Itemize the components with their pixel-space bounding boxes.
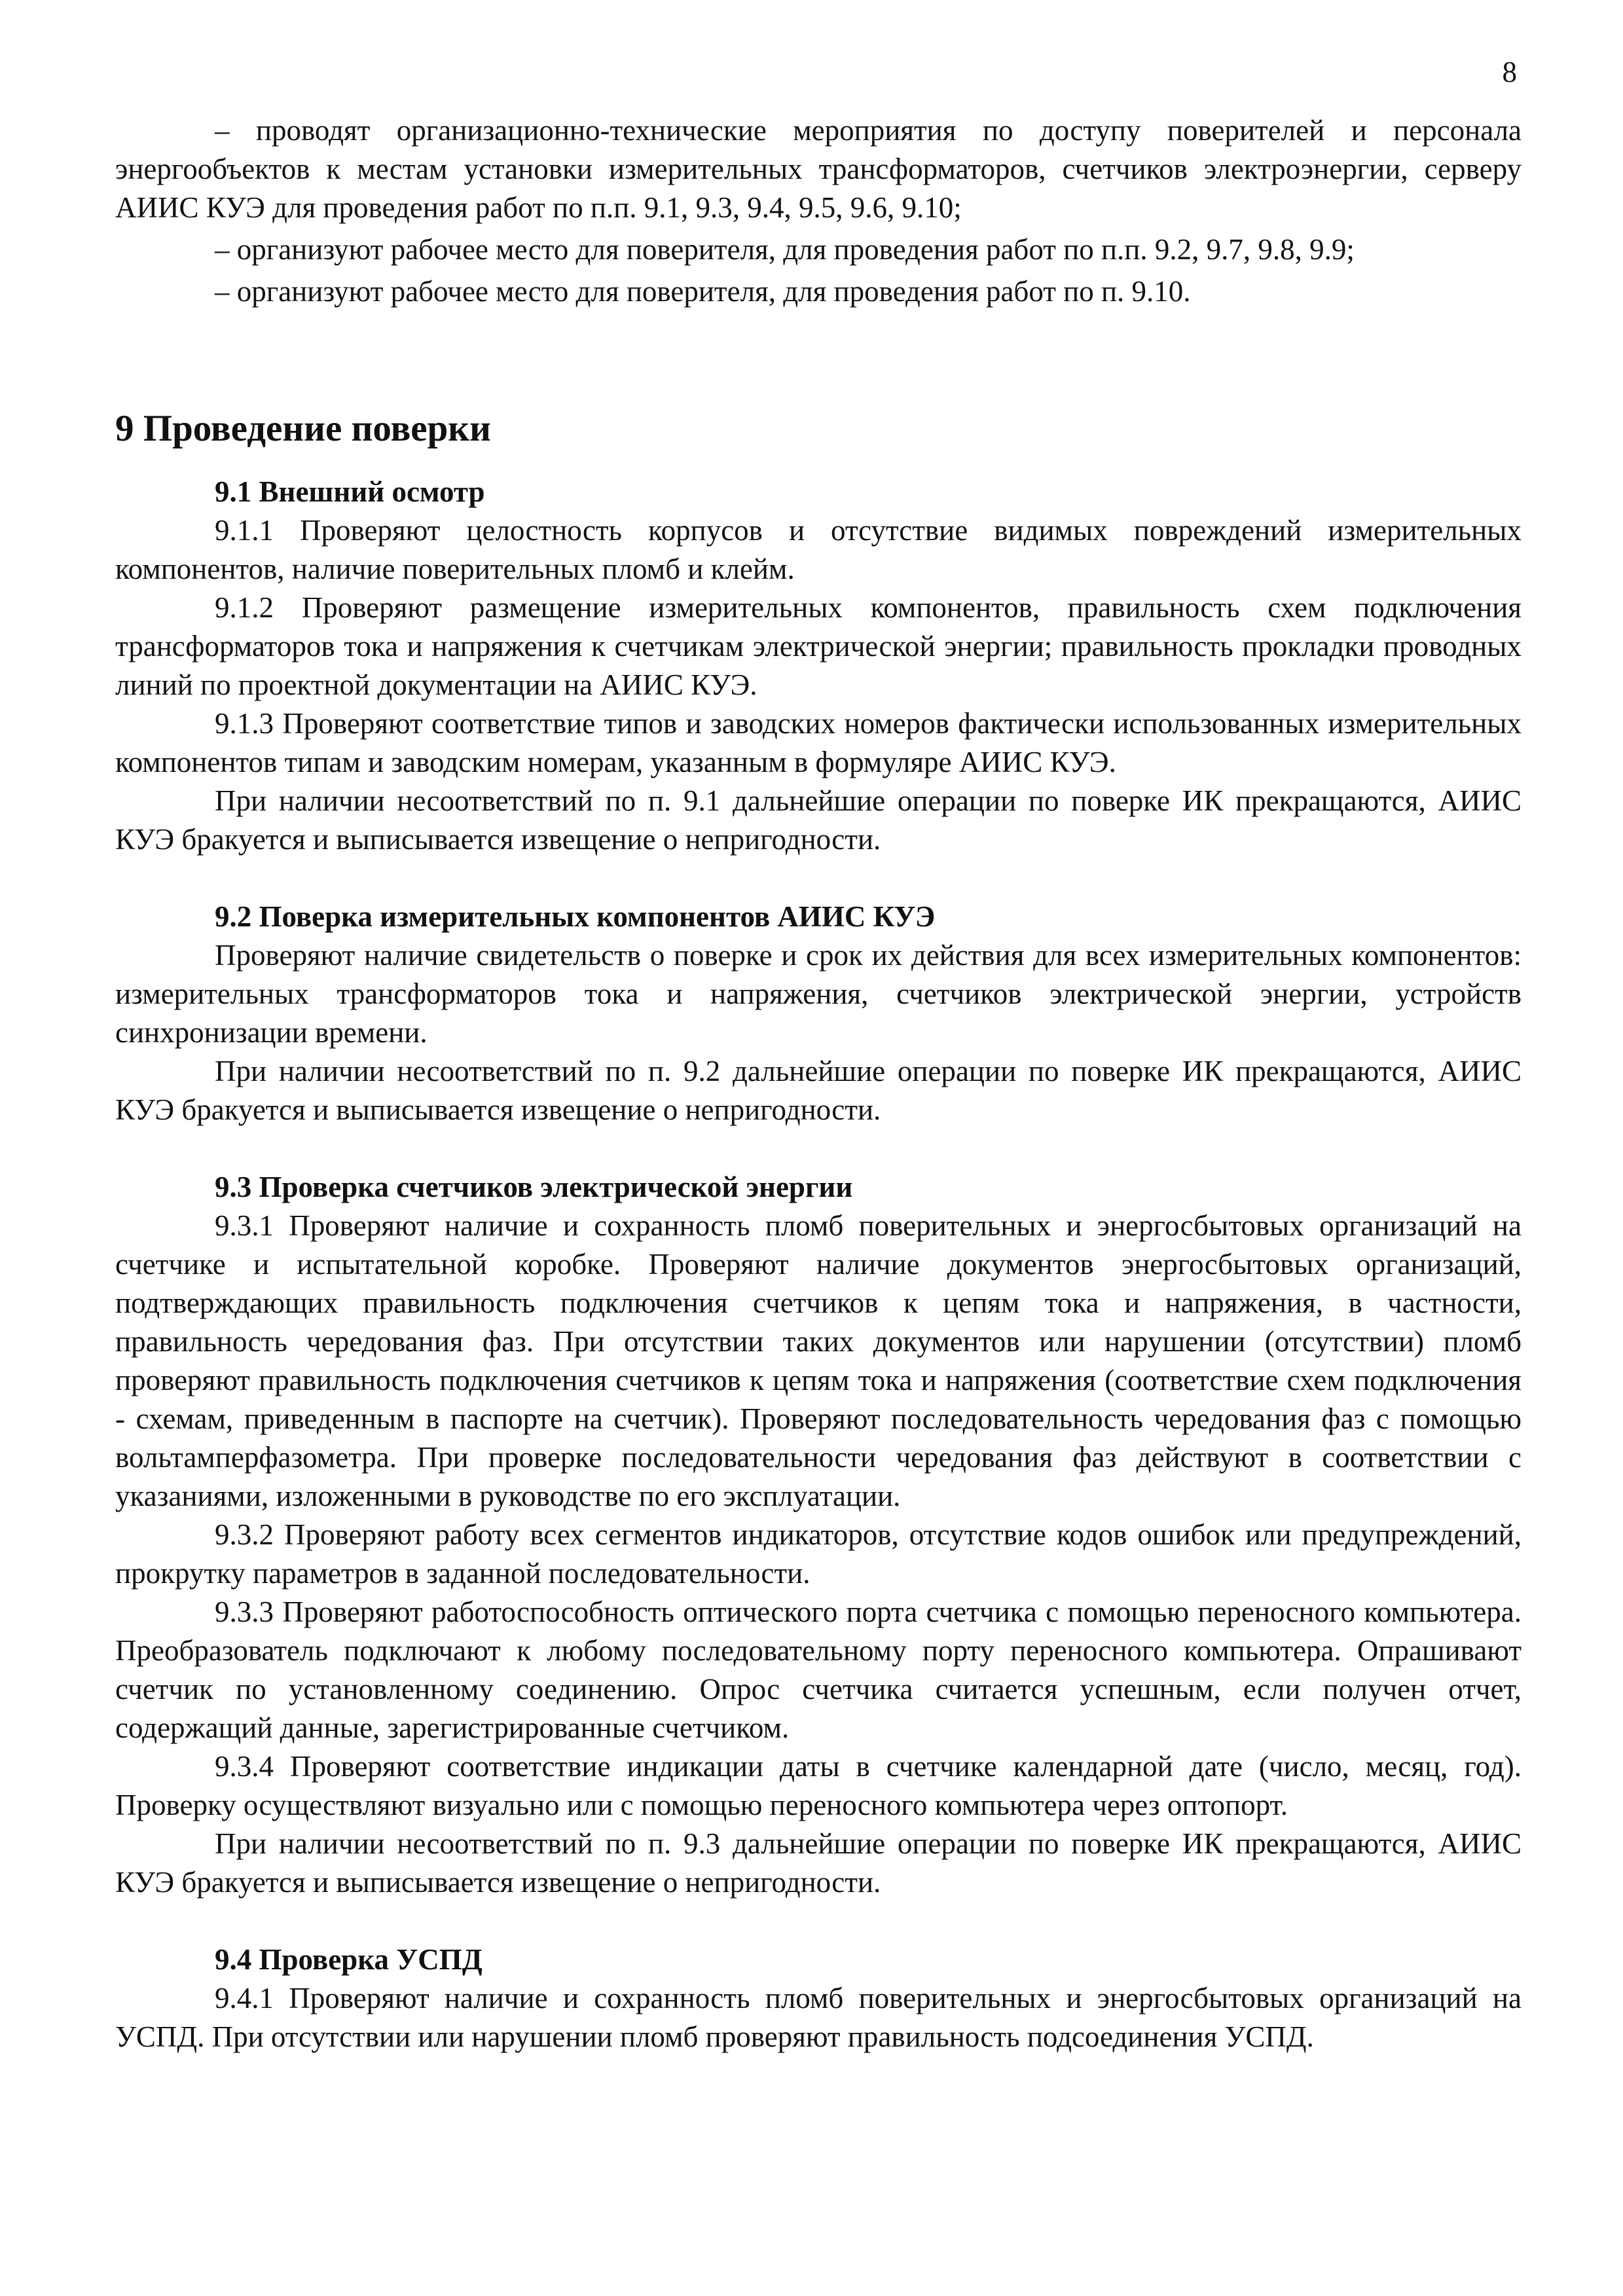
paragraph-9-1-3: 9.1.3 Проверяют соответствие типов и заводских номеров фактически использованных измерительных компонентов типам и заводским номерам, указанным в формуляре АИИС КУЭ.: [115, 707, 1522, 778]
paragraph-9-3-1: 9.3.1 Проверяют наличие и сохранность пломб поверительных и энергосбытовых организаций на счетчике и испытательной коробке. Проверяют наличие документов энергосбытовых организаций, подтверждающих правильность подключения счетчиков к цепям тока и напряжения, в частности, правильность чередования фаз. При отсутствии таких документов или нарушении (отсутствии) пломб проверяют правильность подключения счетчиков к цепям тока и напряжения (соответствие схем подключения - схемам, приведенным в паспорте на счетчик). Проверяют последовательность чередования фаз с помощью вольтамперфазометра. При проверке последовательности чередования фаз действуют в соответствии с указаниями, изложенными в руководстве по его эксплуатации.: [115, 1209, 1522, 1512]
paragraph-9-1-conclusion: При наличии несоответствий по п. 9.1 дальнейшие операции по поверке ИК прекращаются, АИИС КУЭ бракуется и выписывается извещение о непригодности.: [115, 784, 1522, 856]
subsection-9-2-title: 9.2 Поверка измерительных компонентов АИИС КУЭ: [215, 900, 936, 933]
paragraph-9-1-1: 9.1.1 Проверяют целостность корпусов и отсутствие видимых повреждений измерительных компонентов, наличие поверительных пломб и клейм.: [115, 514, 1522, 585]
intro-item-1: – проводят организационно-технические мероприятия по доступу поверителей и персонала энергообъектов к местам установки измерительных трансформаторов, счетчиков электроэнергии, серверу АИИС КУЭ для проведения работ по п.п. 9.1, 9.3, 9.4, 9.5, 9.6, 9.10;: [115, 114, 1522, 224]
paragraph-9-3-2: 9.3.2 Проверяют работу всех сегментов индикаторов, отсутствие кодов ошибок или предупреждений, прокрутку параметров в заданной последовательности.: [115, 1518, 1522, 1590]
intro-item-2: – организуют рабочее место для поверителя, для проведения работ по п.п. 9.2, 9.7, 9.8, 9.9;: [215, 233, 1355, 266]
paragraph-9-3-conclusion: При наличии несоответствий по п. 9.3 дальнейшие операции по поверке ИК прекращаются, АИИС КУЭ бракуется и выписывается извещение о непригодности.: [115, 1827, 1522, 1899]
subsection-9-3-title: 9.3 Проверка счетчиков электрической энергии: [215, 1171, 853, 1203]
paragraph-9-2-conclusion: При наличии несоответствий по п. 9.2 дальнейшие операции по поверке ИК прекращаются, АИИС КУЭ бракуется и выписывается извещение о непригодности.: [115, 1055, 1522, 1126]
paragraph-9-4-1: 9.4.1 Проверяют наличие и сохранность пломб поверительных и энергосбытовых организаций на УСПД. При отсутствии или нарушении пломб проверяют правильность подсоединения УСПД.: [115, 1982, 1522, 2053]
paragraph-9-1-2: 9.1.2 Проверяют размещение измерительных компонентов, правильность схем подключения трансформаторов тока и напряжения к счетчикам электрической энергии; правильность прокладки проводных линий по проектной документации на АИИС КУЭ.: [115, 591, 1522, 701]
paragraph-9-3-4: 9.3.4 Проверяют соответствие индикации даты в счетчике календарной дате (число, месяц, год). Проверку осуществляют визуально или с помощью переносного компьютера через оптопорт.: [115, 1750, 1522, 1821]
subsection-9-1-title: 9.1 Внешний осмотр: [215, 475, 485, 508]
intro-item-3: – организуют рабочее место для поверителя, для проведения работ по п. 9.10.: [215, 275, 1191, 308]
subsection-9-4-title: 9.4 Проверка УСПД: [215, 1943, 483, 1976]
paragraph-9-3-3: 9.3.3 Проверяют работоспособность оптического порта счетчика с помощью переносного компьютера. Преобразователь подключают к любому последовательному порту переносного компьютера. Опрашивают счетчик по установленному соединению. Опрос счетчика считается успешным, если получен отчет, содержащий данные, зарегистрированные счетчиком.: [115, 1595, 1522, 1744]
document-body: [115, 111, 1522, 2056]
section-title: 9 Проведение поверки: [115, 408, 491, 449]
paragraph-9-2-1: Проверяют наличие свидетельств о поверке и срок их действия для всех измерительных компонентов: измерительных трансформаторов тока и напряжения, счетчиков электрической энергии, устройств синхронизации времени.: [115, 939, 1522, 1049]
page-number: 8: [1502, 56, 1517, 88]
